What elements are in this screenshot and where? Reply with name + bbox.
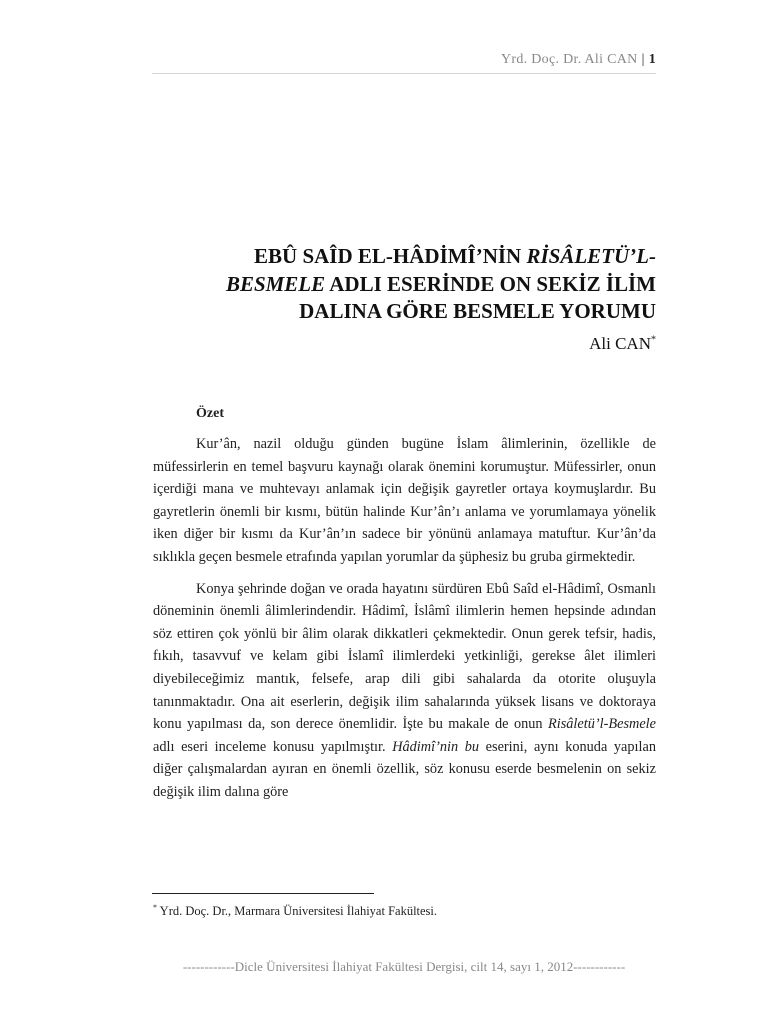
title-text-2: ADLI ESERİNDE ON SEKİZ İLİM DALINA GÖRE BESMELE YORUMU [299, 271, 656, 323]
paragraph-2-italic-text: Hâdimî’nin bu [392, 738, 480, 755]
abstract-body [153, 433, 656, 813]
abstract-heading: Özet [196, 406, 224, 421]
author-line [589, 334, 656, 354]
title-text-1: EBÛ SAÎD EL-HÂDİMÎ’NİN [254, 244, 527, 268]
page-number: 1 [648, 52, 656, 67]
journal-footer: ------------Dicle Üniversitesi İlahiyat Fakültesi Dergisi, cilt 14, sayı 1, 2012------------ [182, 959, 626, 974]
footnote-rule [152, 893, 374, 894]
author-name: Ali CAN [589, 334, 651, 353]
running-header [501, 52, 656, 68]
header-rule [152, 73, 656, 74]
header-separator: | [641, 52, 645, 67]
footnote-mark: * [153, 903, 157, 912]
running-head-text: Yrd. Doç. Dr. Ali CAN [501, 52, 638, 67]
paragraph-2-italic-work-name: Risâletü’l-Besmele [548, 716, 656, 733]
paragraph-2-text-3: eserini, aynı konuda yapılan diğer çalışmalardan ayıran en önemli özellik, söz konusu eserde besmelenin on sekiz değişik ilim dalına göre [153, 738, 656, 800]
abstract-paragraph-2 [153, 578, 656, 804]
footnote-text: Yrd. Doç. Dr., Marmara Üniversitesi İlahiyat Fakültesi. [157, 904, 438, 919]
footnote [153, 903, 437, 919]
abstract-paragraph-1: Kur’ân, nazil olduğu günden bugüne İslam âlimlerinin, özellikle de müfessirlerin en temel başvuru kaynağı olarak önemini korumuştur. Müfessirler, onun içerdiği mana ve muhtevayı anlamak için değişik gayretler ortaya koymuşlardır. Bu gayretlerin önemli bir kısmı, bütün halinde Kur’ân’ı anlama ve yorumlamaya yönelik iken diğer bir kısmı da Kur’ân’ın sadece bir yönünü anlamaya matuftur. Kur’ân’da sıklıkla geçen besmele etrafında yapılan yorumlar da şüphesiz bu gruba girmektedir. [153, 436, 656, 565]
paragraph-2-text-1: Konya şehrinde doğan ve orada hayatını sürdüren Ebû Saîd el-Hâdimî, Osmanlı döneminin önemli âlimlerindendir. Hâdimî, İslâmî ilimlerin hemen hepsinde adından söz ettiren çok yönlü bir âlim olarak dikkatleri çekmektedir. Onun gerek tefsir, hadis, fıkıh, tasavvuf ve kelam gibi İslamî ilimlerdeki yetkinliği, gerekse âlet ilimleri diyebileceğimiz mantık, felsefe, arap dili gibi sahalarda da otorite oluşuyla tanınmaktadır. Ona ait eserlerin, değişik ilim sahalarında yüksek lisans ve doktoraya konu yapılması da, son derece önemlidir. İşte bu makale de onun [153, 580, 656, 733]
author-footnote-mark: * [651, 334, 656, 346]
paragraph-2-text-2: adlı eseri inceleme konusu yapılmıştır. [153, 738, 393, 755]
article-title [186, 243, 656, 326]
title-italic-work-name: RİSÂLETÜ’L-BESMELE [225, 244, 656, 296]
